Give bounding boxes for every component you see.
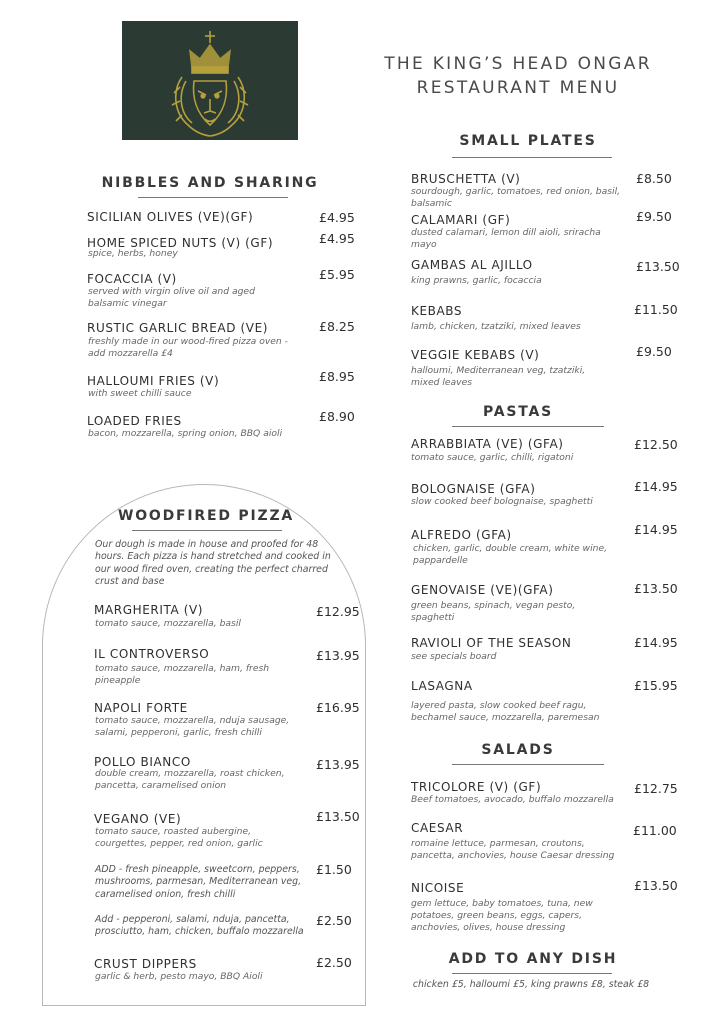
menu-item-name: IL CONTROVERSO — [94, 647, 210, 661]
menu-item-name: RAVIOLI OF THE SEASON — [411, 636, 572, 650]
pizza-addon-text: ADD - fresh pineapple, sweetcorn, peppers, mushrooms, parmesan, Mediterranean veg, caramelised onion, fresh chilli — [95, 864, 302, 900]
menu-item-name: HOME SPICED NUTS (V) (GF) — [87, 236, 274, 250]
menu-title: RESTAURANT MENU — [416, 78, 620, 98]
menu-item-name: LOADED FRIES — [87, 414, 182, 428]
menu-item-price: £14.95 — [634, 522, 678, 537]
menu-item-name: VEGANO (VE) — [94, 812, 182, 826]
menu-item-price: £14.95 — [634, 479, 678, 494]
menu-item-price: £8.90 — [319, 409, 355, 424]
menu-item-name: CAESAR — [411, 821, 464, 835]
menu-item-name: HALLOUMI FRIES (V) — [87, 374, 220, 388]
crowned-lion-icon — [122, 21, 298, 140]
add-any-divider — [452, 973, 612, 974]
nibbles-title: NIBBLES AND SHARING — [101, 175, 319, 191]
menu-item-desc: slow cooked beef bolognaise, spaghetti — [411, 496, 593, 507]
menu-item-price: £9.50 — [636, 344, 672, 359]
menu-item-price: £12.50 — [634, 437, 678, 452]
menu-item-name: TRICOLORE (V) (GF) — [411, 780, 542, 794]
menu-item-desc: tomato sauce, mozzarella, basil — [95, 618, 241, 629]
pastas-title: PASTAS — [482, 404, 554, 420]
menu-item-desc: with sweet chilli sauce — [88, 388, 192, 399]
menu-item-price: £11.00 — [633, 823, 677, 838]
menu-item-price: £14.95 — [634, 635, 678, 650]
menu-item-price: £2.50 — [316, 955, 352, 970]
logo — [122, 21, 298, 140]
menu-item-name: CALAMARI (GF) — [411, 213, 511, 227]
restaurant-name: THE KING’S HEAD ONGAR — [384, 54, 652, 74]
menu-item-name: RUSTIC GARLIC BREAD (VE) — [87, 321, 269, 335]
menu-item-desc: spice, herbs, honey — [88, 248, 178, 259]
menu-item-desc: tomato sauce, roasted aubergine, courgettes, pepper, red onion, garlic — [95, 826, 263, 849]
menu-item-desc: tomato sauce, mozzarella, nduja sausage, salami, pepperoni, garlic, fresh chilli — [95, 715, 290, 738]
menu-item-desc: gem lettuce, baby tomatoes, tuna, new potatoes, green beans, eggs, capers, anchovies, olives, house dressing — [411, 898, 593, 933]
menu-item-name: ARRABBIATA (VE) (GFA) — [411, 437, 564, 451]
menu-item-price: £5.95 — [319, 267, 355, 282]
menu-item-desc: see specials board — [411, 651, 497, 662]
menu-item-price: £13.50 — [316, 809, 360, 824]
menu-item-price: £13.95 — [316, 757, 360, 772]
salads-title: SALADS — [481, 742, 555, 758]
small-plates-divider — [452, 157, 612, 158]
menu-item-name: VEGGIE KEBABS (V) — [411, 348, 540, 362]
menu-item-price: £15.95 — [634, 678, 678, 693]
add-any-title: ADD TO ANY DISH — [448, 951, 618, 967]
menu-item-desc: Beef tomatoes, avocado, buffalo mozzarella — [411, 794, 614, 805]
pizza-addon-text: Add - pepperoni, salami, nduja, pancetta, prosciutto, ham, chicken, buffalo mozzarella — [95, 914, 304, 938]
menu-item-name: GAMBAS AL AJILLO — [411, 258, 533, 272]
menu-item-desc: tomato sauce, mozzarella, ham, fresh pineapple — [95, 663, 270, 686]
menu-item-price: £13.95 — [316, 648, 360, 663]
menu-item-name: MARGHERITA (V) — [94, 603, 204, 617]
menu-item-price: £4.95 — [319, 231, 355, 246]
menu-item-desc: tomato sauce, garlic, chilli, rigatoni — [411, 452, 574, 463]
small-plates-title: SMALL PLATES — [459, 133, 597, 149]
menu-item-price: £8.50 — [636, 171, 672, 186]
pizza-addon-price: £1.50 — [316, 862, 352, 877]
pizza-addon-price: £2.50 — [316, 913, 352, 928]
menu-item-name: LASAGNA — [411, 679, 473, 693]
menu-item-price: £12.75 — [634, 781, 678, 796]
menu-item-name: POLLO BIANCO — [94, 755, 191, 769]
pastas-divider — [452, 426, 604, 427]
menu-item-price: £4.95 — [319, 210, 355, 225]
menu-item-desc: garlic & herb, pesto mayo, BBQ Aioli — [95, 971, 263, 982]
menu-item-price: £13.50 — [634, 878, 678, 893]
menu-item-desc: halloumi, Mediterranean veg, tzatziki, mixed leaves — [411, 365, 586, 388]
menu-item-name: NAPOLI FORTE — [94, 701, 188, 715]
menu-item-desc: green beans, spinach, vegan pesto, spaghetti — [411, 600, 576, 623]
menu-item-price: £8.95 — [319, 369, 355, 384]
menu-item-desc: chicken, garlic, double cream, white wine, pappardelle — [413, 543, 608, 566]
menu-item-desc: king prawns, garlic, focaccia — [411, 275, 542, 286]
menu-item-name: KEBABS — [411, 304, 463, 318]
menu-item-name: CRUST DIPPERS — [94, 957, 197, 971]
menu-item-name: GENOVAISE (VE)(GFA) — [411, 583, 554, 597]
menu-item-name: BOLOGNAISE (GFA) — [411, 482, 536, 496]
nibbles-divider — [138, 197, 288, 198]
menu-item-desc: layered pasta, slow cooked beef ragu, bechamel sauce, mozzarella, paremesan — [411, 700, 600, 723]
menu-item-desc: romaine lettuce, parmesan, croutons, pancetta, anchovies, house Caesar dressing — [411, 838, 615, 861]
menu-item-name: NICOISE — [411, 881, 465, 895]
pizza-intro: Our dough is made in house and proofed for 48 hours. Each pizza is hand stretched and cooked in our wood fired oven, creating the perfect charred crust and base — [95, 539, 331, 588]
menu-item-price: £16.95 — [316, 700, 360, 715]
menu-item-name: SICILIAN OLIVES (VE)(GF) — [87, 210, 254, 224]
menu-item-name: FOCACCIA (V) — [87, 272, 177, 286]
menu-item-desc: sourdough, garlic, tomatoes, red onion, basil, balsamic — [411, 186, 621, 209]
pizza-title: WOODFIRED PIZZA — [117, 508, 295, 524]
menu-item-price: £9.50 — [636, 209, 672, 224]
menu-item-price: £11.50 — [634, 302, 678, 317]
menu-item-desc: lamb, chicken, tzatziki, mixed leaves — [411, 321, 581, 332]
add-any-text: chicken £5, halloumi £5, king prawns £8, steak £8 — [412, 979, 650, 990]
menu-item-desc: double cream, mozzarella, roast chicken, pancetta, caramelised onion — [95, 768, 285, 791]
menu-item-price: £13.50 — [634, 581, 678, 596]
menu-item-price: £8.25 — [319, 319, 355, 334]
menu-item-price: £13.50 — [636, 259, 680, 274]
salads-divider — [452, 764, 604, 765]
menu-item-desc: dusted calamari, lemon dill aioli, sriracha mayo — [411, 227, 601, 250]
menu-item-desc: served with virgin olive oil and aged balsamic vinegar — [88, 286, 255, 309]
menu-item-desc: freshly made in our wood-fired pizza oven - add mozzarella £4 — [88, 336, 288, 359]
pizza-divider — [132, 530, 282, 531]
menu-item-name: ALFREDO (GFA) — [411, 528, 512, 542]
menu-item-name: BRUSCHETTA (V) — [411, 172, 521, 186]
menu-item-price: £12.95 — [316, 604, 360, 619]
menu-item-desc: bacon, mozzarella, spring onion, BBQ aioli — [88, 428, 283, 439]
